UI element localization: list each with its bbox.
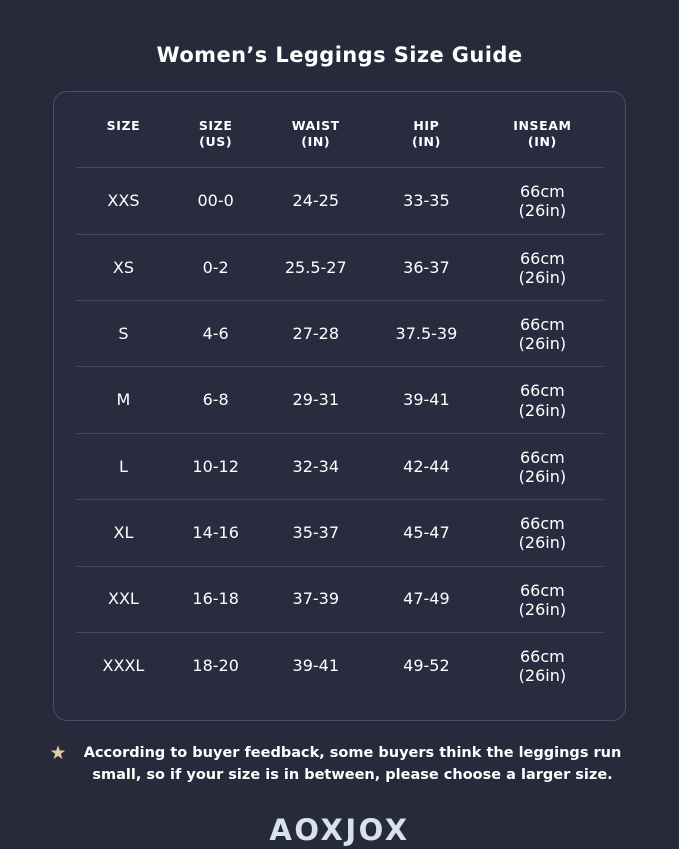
cell-size-us: 18-20 [171,632,261,698]
size-table [76,118,603,698]
cell-inseam-cm: 66cm [520,646,565,666]
cell-inseam [482,566,603,632]
table-header-row [76,118,603,168]
column-header-hip-main: HIP [413,118,440,133]
cell-inseam-in: (26in) [518,201,567,221]
table-row [76,433,603,499]
cell-hip: 47-49 [371,566,482,632]
cell-inseam-in: (26in) [518,599,567,619]
cell-inseam-cm: 66cm [520,514,565,534]
buyer-feedback-note-text: According to buyer feedback, some buyers think the leggings run small, so if your size is in between, please choose a larger size. [83,745,622,783]
table-row [76,168,603,234]
cell-size: XXL [76,566,171,632]
column-header-inseam-sub: (IN) [527,133,557,149]
cell-size-us: 6-8 [171,367,261,433]
column-header-waist-main: WAIST [291,118,340,133]
cell-waist: 39-41 [260,632,371,698]
cell-inseam [482,234,603,300]
star-icon: ★ [49,742,67,765]
cell-inseam [482,433,603,499]
cell-waist: 37-39 [260,566,371,632]
table-row [76,301,603,367]
cell-size: S [76,301,171,367]
column-header-size-us [171,118,261,168]
cell-inseam-in: (26in) [518,334,567,354]
column-header-inseam-main: INSEAM [513,118,572,133]
cell-inseam-cm: 66cm [520,580,565,600]
column-header-size [76,118,171,168]
cell-size-us: 0-2 [171,234,261,300]
column-header-size-us-sub: (US) [199,133,233,149]
cell-hip: 45-47 [371,500,482,566]
cell-inseam [482,301,603,367]
cell-inseam [482,168,603,234]
cell-size: XXXL [76,632,171,698]
cell-inseam-cm: 66cm [520,182,565,202]
cell-waist: 25.5-27 [260,234,371,300]
cell-size-us: 00-0 [171,168,261,234]
cell-inseam-in: (26in) [518,533,567,553]
column-header-size-us-main: SIZE [198,118,233,133]
cell-size-us: 4-6 [171,301,261,367]
column-header-waist-sub: (IN) [301,133,331,149]
cell-inseam-cm: 66cm [520,248,565,268]
table-body [76,168,603,699]
cell-hip: 33-35 [371,168,482,234]
cell-inseam-in: (26in) [518,400,567,420]
cell-size-us: 10-12 [171,433,261,499]
table-row [76,632,603,698]
column-header-hip-sub: (IN) [411,133,441,149]
cell-size: XS [76,234,171,300]
cell-hip: 39-41 [371,367,482,433]
column-header-waist [260,118,371,168]
cell-inseam-in: (26in) [518,466,567,486]
page-title: Women’s Leggings Size Guide [156,43,523,67]
cell-waist: 32-34 [260,433,371,499]
cell-hip: 42-44 [371,433,482,499]
cell-waist: 24-25 [260,168,371,234]
cell-inseam-in: (26in) [518,666,567,686]
cell-size-us: 14-16 [171,500,261,566]
column-header-size-main: SIZE [106,118,141,133]
cell-hip: 49-52 [371,632,482,698]
table-row [76,566,603,632]
column-header-inseam [482,118,603,168]
table-row [76,234,603,300]
buyer-feedback-note [40,743,640,787]
table-row [76,500,603,566]
cell-inseam-in: (26in) [518,267,567,287]
brand-logo: AOXJOX [269,812,410,847]
cell-size: XXS [76,168,171,234]
size-table-card [53,91,626,721]
cell-inseam-cm: 66cm [520,447,565,467]
cell-inseam-cm: 66cm [520,315,565,334]
cell-inseam [482,367,603,433]
cell-inseam [482,500,603,566]
column-header-hip [371,118,482,168]
cell-inseam [482,632,603,698]
table-row [76,367,603,433]
cell-size: XL [76,500,171,566]
cell-waist: 27-28 [260,301,371,367]
cell-hip: 36-37 [371,234,482,300]
cell-size: L [76,433,171,499]
cell-size-us: 16-18 [171,566,261,632]
cell-inseam-cm: 66cm [520,381,565,401]
cell-size: M [76,367,171,433]
cell-waist: 29-31 [260,367,371,433]
cell-waist: 35-37 [260,500,371,566]
cell-hip: 37.5-39 [371,301,482,367]
table-header [76,118,603,168]
